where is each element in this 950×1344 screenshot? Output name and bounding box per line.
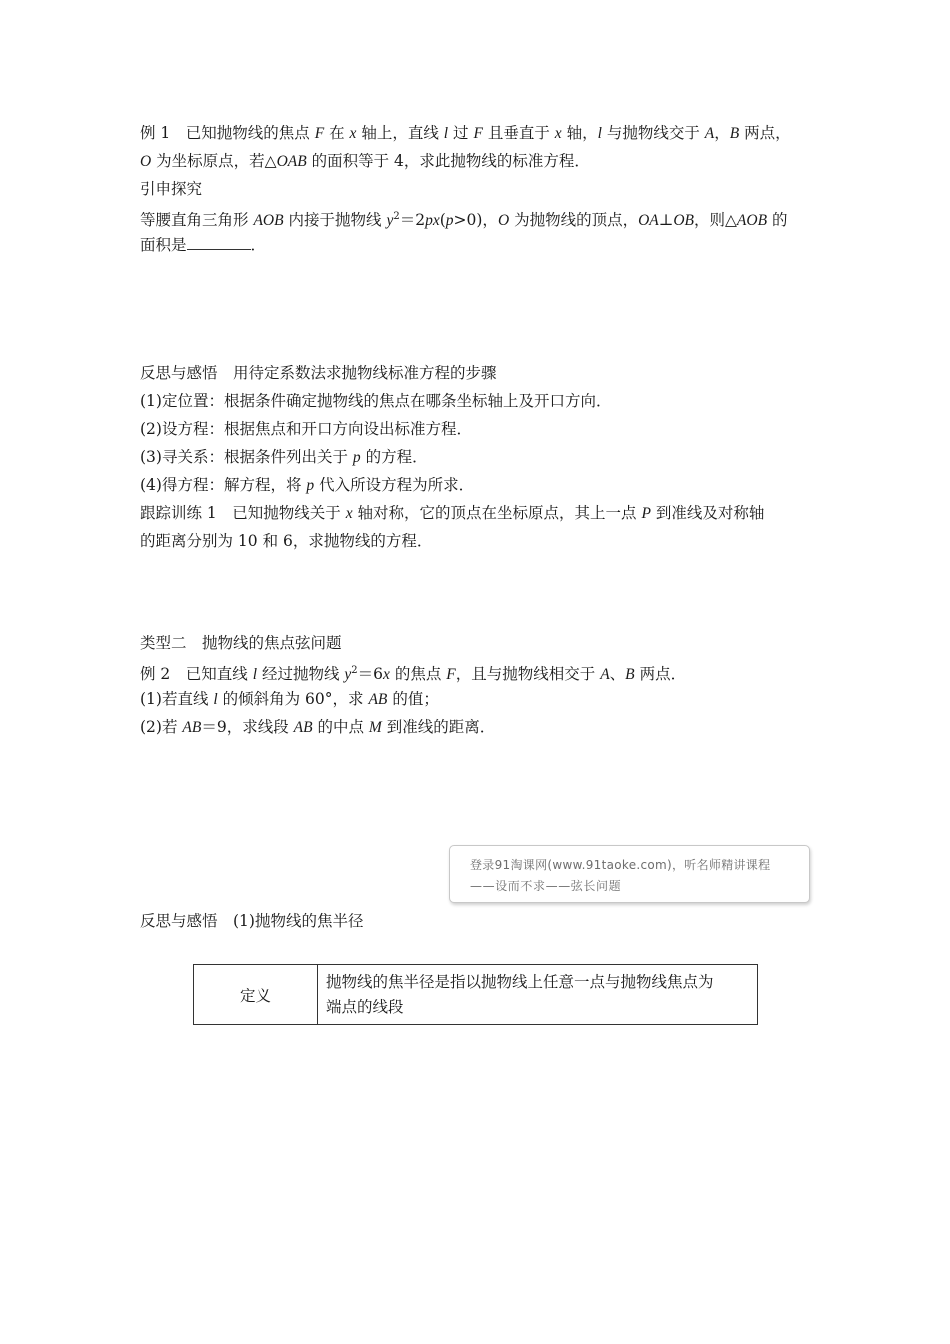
example-2-line: 例 2 已知直线 l 经过抛物线 $y^2=6x$ 的焦点 F，且与抛物线相交于 A、B 两点．	[140, 665, 687, 684]
banner-line-1: 登录91淘课网(www.91taoke.com)，听名师精讲课程	[470, 858, 771, 872]
table-value-cell: 抛物线的焦半径是指以抛物线上任意一点与抛物线焦点为 端点的线段	[318, 965, 758, 1025]
example-2-question-1: (1)若直线 l 的倾斜角为 60°，求 AB 的值；	[140, 690, 439, 708]
table-row	[194, 965, 758, 1025]
example-2-question-2: (2)若 AB＝9，求线段 AB 的中点 M 到准线的距离．	[140, 718, 496, 736]
explore-line-2: 面积是 ．	[140, 236, 267, 254]
answer-blank[interactable]	[187, 235, 251, 250]
explore-line-1: 等腰直角三角形 AOB 内接于抛物线 $y^2=2px(p>0)$，O 为抛物线的顶点，OA⊥OB，则△AOB 的	[140, 211, 788, 230]
type-2-title: 类型二 抛物线的焦点弦问题	[140, 634, 342, 652]
course-link-banner[interactable]	[449, 845, 810, 903]
training-1-line-2: 的距离分别为 10 和 6，求抛物线的方程．	[140, 532, 433, 550]
explore-heading: 引申探究	[140, 180, 203, 198]
banner-line-2: ——设而不求——弦长问题	[470, 879, 622, 893]
training-1-line-1: 跟踪训练 1 已知抛物线关于 x 轴对称，它的顶点在坐标原点，其上一点 P 到准线及对称轴	[140, 504, 765, 522]
focal-radius-table	[193, 964, 758, 1025]
example-1-line-2: O 为坐标原点，若△OAB 的面积等于 4，求此抛物线的标准方程．	[140, 152, 590, 170]
reflection-1-step-1: (1)定位置：根据条件确定抛物线的焦点在哪条坐标轴上及开口方向．	[140, 392, 612, 410]
reflection-2-title: 反思与感悟 (1)抛物线的焦半径	[140, 912, 364, 930]
reflection-1-step-3: (3)寻关系：根据条件列出关于 p 的方程．	[140, 448, 428, 466]
reflection-1-step-2: (2)设方程：根据焦点和开口方向设出标准方程．	[140, 420, 472, 438]
reflection-1-title: 反思与感悟 用待定系数法求抛物线标准方程的步骤	[140, 364, 497, 382]
example-1-line-1: 例 1 已知抛物线的焦点 F 在 x 轴上，直线 l 过 F 且垂直于 x 轴，l 与抛物线交于 A，B 两点，	[140, 124, 791, 142]
reflection-1-step-4: (4)得方程：解方程，将 p 代入所设方程为所求．	[140, 476, 475, 494]
table-key-cell: 定义	[194, 965, 318, 1025]
